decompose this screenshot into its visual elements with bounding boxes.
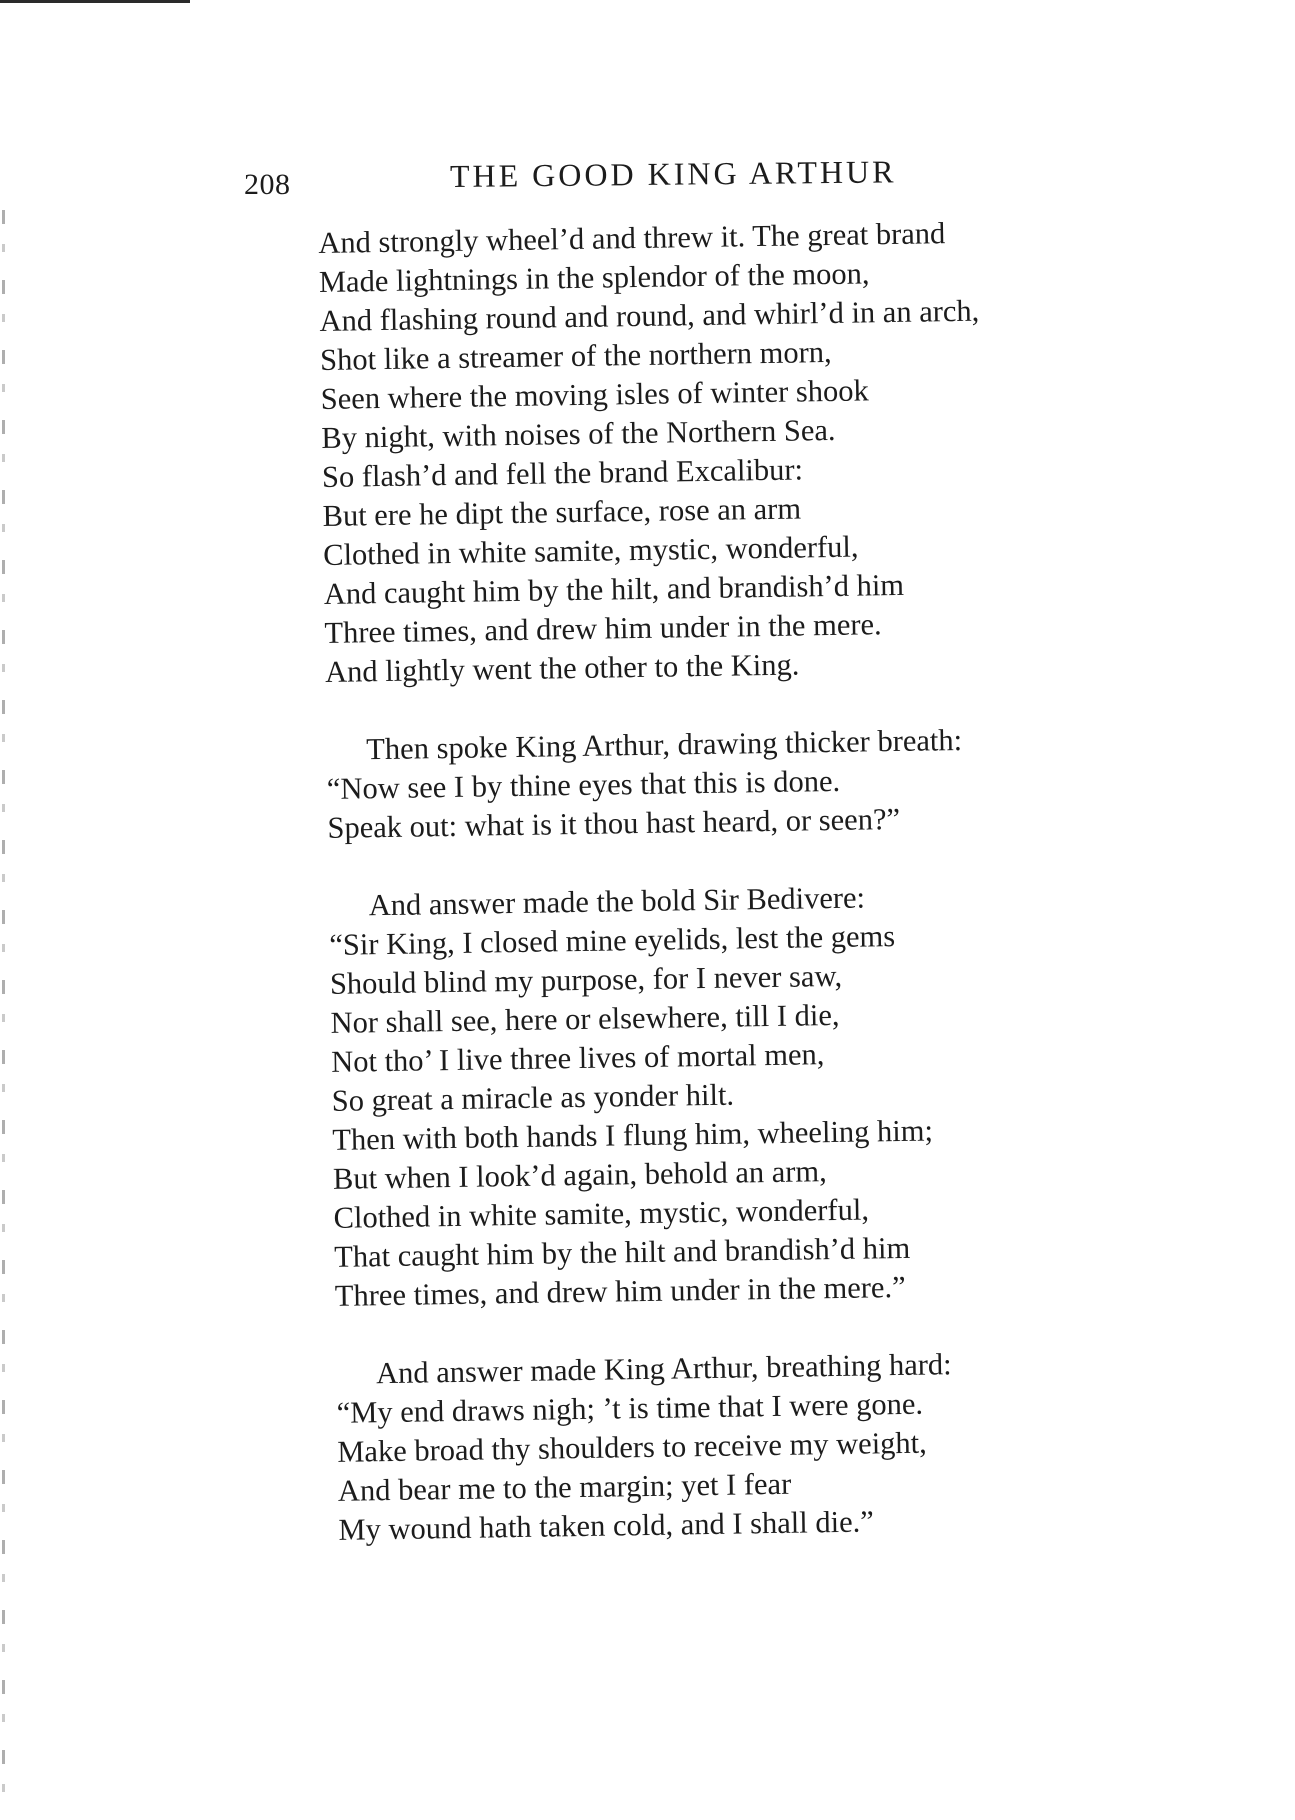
poem-line: Made lightnings in the splendor of the moon, [318,256,870,299]
poem-line: My wound hath taken cold, and I shall die.” [338,1504,875,1547]
poem-line: Speak out: what is it thou hast heard, or seen?” [327,801,901,845]
running-title: THE GOOD KING ARTHUR [449,153,897,194]
poem-line: By night, with noises of the Northern Sea. [321,412,836,455]
poem-line: And answer made King Arthur, breathing hard: [375,1347,952,1391]
poem-line: And bear me to the margin; yet I fear [337,1466,792,1508]
stanza-1 [318,209,1265,692]
poem-line: But when I look’d again, behold an arm, [332,1154,828,1196]
stanza-2 [326,716,1268,848]
poem-line: “Sir King, I closed mine eyelids, lest the gems [329,919,896,962]
poem-line: Clothed in white samite, mystic, wonderful, [322,529,859,572]
poem-line: Not tho’ I live three lives of mortal men, [330,1037,825,1079]
poem-line: Then spoke King Arthur, drawing thicker breath: [365,722,963,767]
poem-line: But ere he dipt the surface, rose an arm [322,491,802,533]
poem-line: And caught him by the hilt, and brandish’d him [323,567,905,611]
poem-line: Three times, and drew him under in the mere. [324,607,882,650]
poem-line: And strongly wheel’d and threw it. The great brand [318,216,946,260]
poem-line: And lightly went the other to the King. [324,647,800,689]
poem-line: Three times, and drew him under in the mere.” [334,1269,906,1313]
poem-line: That caught him by the hilt and brandish’d him [333,1230,911,1274]
poem-line: And flashing round and round, and whirl’d in an arch, [319,293,980,338]
top-edge-rule [0,0,190,3]
poem-line: Should blind my purpose, for I never saw, [329,958,843,1001]
poem-text [318,209,1279,1550]
poem-line: Make broad thy shoulders to receive my weight, [337,1425,927,1469]
poem-line: “Now see I by thine eyes that this is done. [326,763,841,806]
poem-line: Nor shall see, here or elsewhere, till I die, [330,997,840,1040]
poem-line: So flash’d and fell the brand Excalibur: [321,452,804,494]
page-gutter-edge [2,210,5,1810]
poem-line: So great a miracle as yonder hilt. [331,1077,735,1118]
poem-line: Seen where the moving isles of winter shook [320,373,869,416]
poem-line: Clothed in white samite, mystic, wonderful, [333,1192,870,1235]
poem-line: “My end draws nigh; ’t is time that I were gone. [336,1386,924,1430]
poem-line: Then with both hands I flung him, wheeling him; [332,1113,934,1157]
page-number: 208 [244,168,291,201]
stanza-3 [328,872,1275,1316]
poem-line: And answer made the bold Sir Bedivere: [368,880,866,923]
stanza-4 [336,1340,1279,1550]
poem-line: Shot like a streamer of the northern morn, [319,334,832,377]
